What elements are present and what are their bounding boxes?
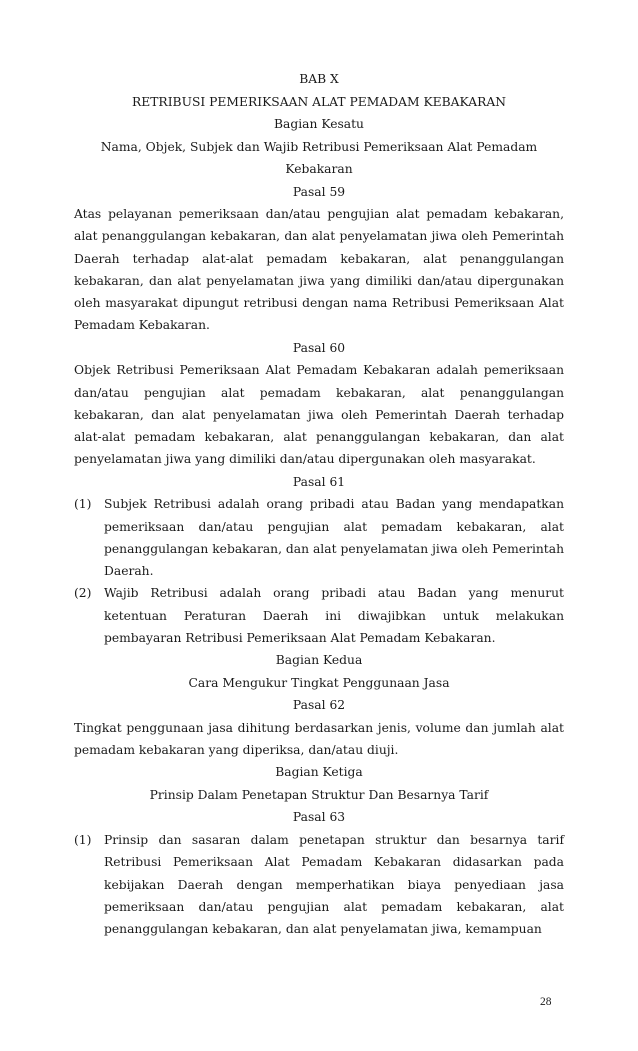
- article-paragraph: Tingkat penggunaan jasa dihitung berdasarkan jenis, volume dan jumlah alat pemadam kebakaran yang diperiksa, dan/atau diuji.: [74, 720, 564, 758]
- page-number: 28: [540, 996, 552, 1008]
- numbered-item: [74, 829, 564, 940]
- section-title: Prinsip Dalam Penetapan Struktur Dan Besarnya Tarif: [149, 787, 489, 802]
- section-heading: Bagian Kedua: [275, 653, 363, 668]
- section-heading: Bagian Ketiga: [275, 765, 363, 780]
- item-number: (1): [74, 832, 92, 847]
- article-heading: Pasal 61: [292, 474, 346, 489]
- section-heading: Bagian Kesatu: [274, 117, 364, 131]
- section-title-line1: Nama, Objek, Subjek dan Wajib Retribusi Pemeriksaan Alat Pemadam: [100, 139, 538, 154]
- section-title-line2: Kebakaran: [285, 162, 353, 176]
- chapter-title: RETRIBUSI PEMERIKSAAN ALAT PEMADAM KEBAKARAN: [132, 94, 506, 109]
- numbered-item: [74, 582, 564, 649]
- item-number: (2): [74, 586, 92, 601]
- item-text: Prinsip dan sasaran dalam penetapan struktur dan besarnya tarif Retribusi Pemeriksaan Alat Pemadam Kebakaran didasarkan pada kebijakan Daerah dengan memperhatikan biaya penyediaan jasa pemeriksaan dan/atau pengujian alat pemadam kebakaran, alat penanggulangan kebakaran, dan alat penyelamatan jiwa, kemampuan: [104, 832, 564, 937]
- article-paragraph: Atas pelayanan pemeriksaan dan/atau pengujian alat pemadam kebakaran, alat penanggulangan kebakaran, dan alat penyelamatan jiwa oleh Pemerintah Daerah terhadap alat-alat pemadam kebakaran, alat penanggulangan kebakaran, dan alat penyelamatan jiwa yang dimiliki dan/atau dipergunakan oleh masyarakat dipungut retribusi dengan nama Retribusi Pemeriksaan Alat Pemadam Kebakaran.: [74, 207, 564, 333]
- numbered-item: [74, 493, 564, 582]
- item-number: (1): [74, 497, 92, 512]
- article-heading: Pasal 63: [292, 810, 346, 825]
- article-paragraph: Objek Retribusi Pemeriksaan Alat Pemadam Kebakaran adalah pemeriksaan dan/atau pengujian alat pemadam kebakaran, alat penanggulangan kebakaran, dan alat penyelamatan jiwa oleh Pemerintah Daerah terhadap alat-alat pemadam kebakaran, alat penanggulangan kebakaran, dan alat penyelamatan jiwa yang dimiliki dan/atau dipergunakan oleh masyarakat.: [74, 363, 564, 467]
- article-heading: Pasal 59: [292, 184, 346, 199]
- article-heading: Pasal 60: [292, 340, 346, 355]
- item-text: Wajib Retribusi adalah orang pribadi atau Badan yang menurut ketentuan Peraturan Daerah ini diwajibkan untuk melakukan pembayaran Retribusi Pemeriksaan Alat Pemadam Kebakaran.: [104, 586, 564, 646]
- article-heading: Pasal 62: [292, 698, 346, 713]
- section-title: Cara Mengukur Tingkat Penggunaan Jasa: [188, 675, 450, 690]
- item-text: Subjek Retribusi adalah orang pribadi atau Badan yang mendapatkan pemeriksaan dan/atau pengujian alat pemadam kebakaran, alat penanggulangan kebakaran, dan alat penyelamatan jiwa oleh Pemerintah Daerah.: [104, 497, 564, 579]
- chapter-number: BAB X: [299, 72, 339, 86]
